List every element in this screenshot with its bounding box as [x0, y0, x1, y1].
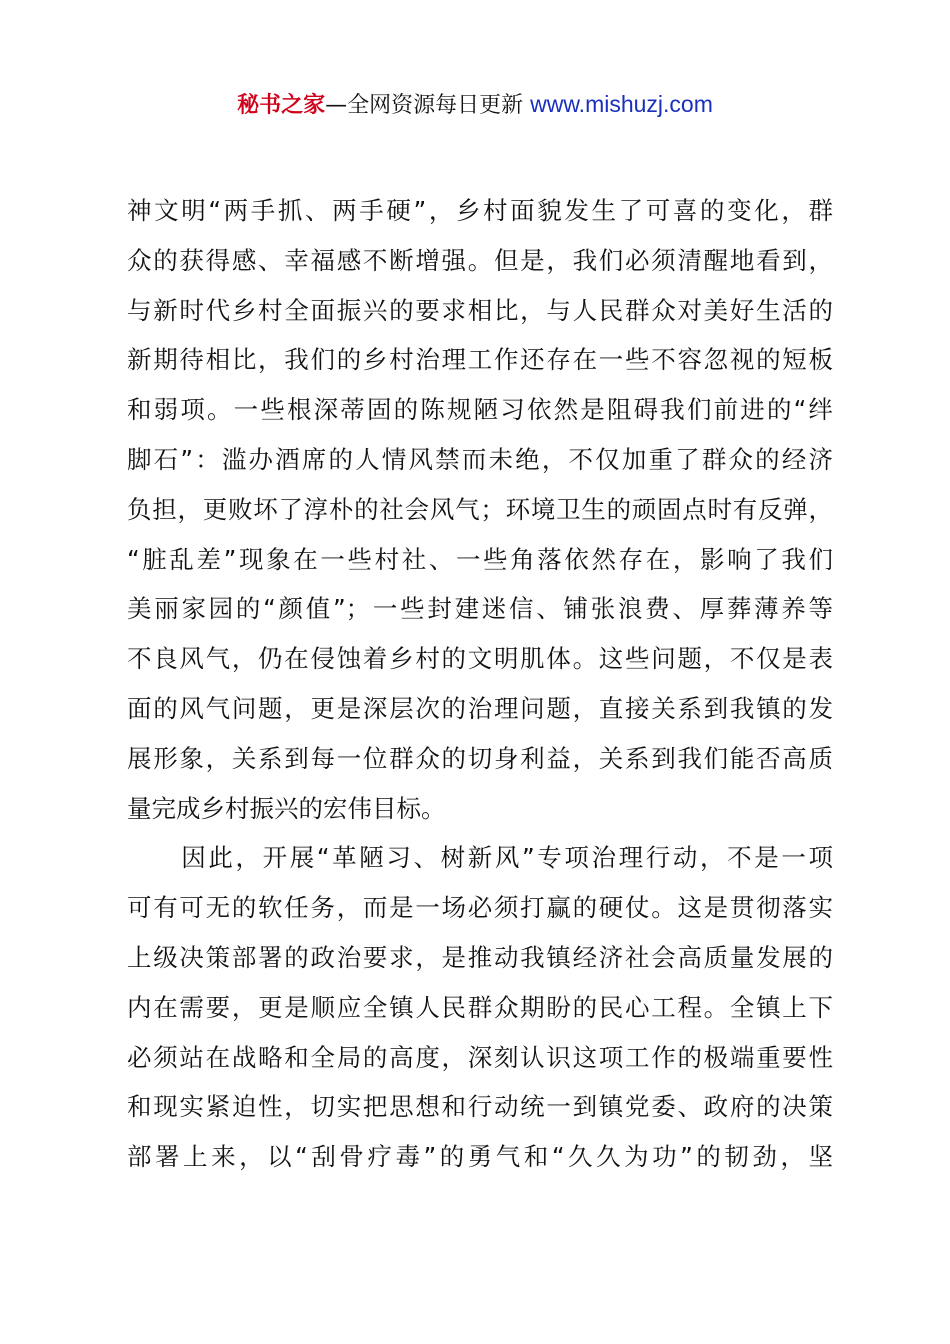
- text-line: 神文明“两手抓、两手硬”，乡村面貌发生了可喜的变化，群: [127, 196, 833, 225]
- text-line: “脏乱差”现象在一些村社、一些角落依然存在，影响了我们: [127, 544, 833, 574]
- text-line: 与新时代乡村全面振兴的要求相比，与人民群众对美好生活的: [127, 295, 833, 325]
- text-line: 新期待相比，我们的乡村治理工作还存在一些不容忽视的短板: [127, 345, 833, 375]
- text-line: 众的获得感、幸福感不断增强。但是，我们必须清醒地看到，: [127, 245, 833, 275]
- paragraph-1: [127, 186, 833, 833]
- text-line: 和弱项。一些根深蒂固的陈规陋习依然是阻碍我们前进的“绊: [127, 395, 833, 425]
- text-line: 脚石”：滥办酒席的人情风禁而未绝，不仅加重了群众的经济: [127, 444, 833, 474]
- document-body: [127, 186, 833, 1182]
- text-line: 量完成乡村振兴的宏伟目标。: [127, 793, 446, 823]
- text-line: 可有可无的软任务，而是一场必须打赢的硬仗。这是贯彻落实: [127, 893, 833, 923]
- text-line: 美丽家园的“颜值”；一些封建迷信、铺张浪费、厚葬薄养等: [127, 594, 833, 624]
- paragraph-2: [127, 833, 833, 1182]
- text-line: 内在需要，更是顺应全镇人民群众期盼的民心工程。全镇上下: [127, 992, 833, 1022]
- text-line: 部署上来，以“刮骨疗毒”的勇气和“久久为功”的韧劲，坚: [127, 1142, 833, 1172]
- text-line: 上级决策部署的政治要求，是推动我镇经济社会高质量发展的: [127, 942, 833, 972]
- text-line: 不良风气，仍在侵蚀着乡村的文明肌体。这些问题，不仅是表: [127, 644, 833, 674]
- text-line: 必须站在战略和全局的高度，深刻认识这项工作的极端重要性: [127, 1042, 833, 1072]
- text-line: 和现实紧迫性，切实把思想和行动统一到镇党委、政府的决策: [127, 1092, 833, 1122]
- page-header: [0, 88, 950, 122]
- header-tagline: —全网资源每日更新: [325, 93, 531, 118]
- text-line: 负担，更败坏了淳朴的社会风气；环境卫生的顽固点时有反弹，: [127, 494, 833, 524]
- text-line: 展形象，关系到每一位群众的切身利益，关系到我们能否高质: [127, 743, 833, 773]
- brand-name: 秘书之家: [237, 93, 326, 118]
- text-line: 面的风气问题，更是深层次的治理问题，直接关系到我镇的发: [127, 693, 833, 723]
- site-url-link[interactable]: www.mishuzj.com: [530, 91, 713, 117]
- text-line: 因此，开展“革陋习、树新风”专项治理行动，不是一项: [127, 843, 833, 873]
